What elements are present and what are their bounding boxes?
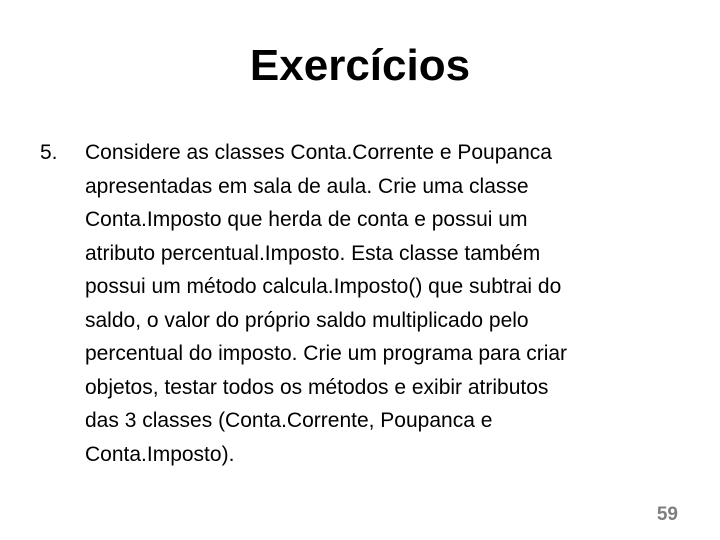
exercise-text-line: Conta.Imposto que herda de conta e possui um xyxy=(85,208,528,231)
exercise-text-line: saldo, o valor do próprio saldo multiplicado pelo xyxy=(85,308,529,332)
exercise-text-line: das 3 classes (Conta.Corrente, Poupanca e xyxy=(85,409,493,432)
exercise-text-line: Considere as classes Conta.Corrente e Poupanca xyxy=(85,141,552,164)
exercise-text xyxy=(85,136,690,471)
slide-title: Exercícios xyxy=(249,41,471,90)
page-number: 59 xyxy=(656,504,678,525)
exercise-item xyxy=(40,136,690,471)
exercise-text-line: atributo percentual.Imposto. Esta classe também xyxy=(85,241,541,265)
exercise-text-line: objetos, testar todos os métodos e exibir atributos xyxy=(85,375,549,399)
exercise-number: 5. xyxy=(40,141,58,164)
exercise-text-line: apresentadas em sala de aula. Crie uma classe xyxy=(85,174,529,198)
exercise-text-line: Conta.Imposto). xyxy=(85,442,235,466)
exercise-text-line: possui um método calcula.Imposto() que subtrai do xyxy=(85,275,562,298)
exercise-text-line: percentual do imposto. Crie um programa para criar xyxy=(85,342,568,365)
